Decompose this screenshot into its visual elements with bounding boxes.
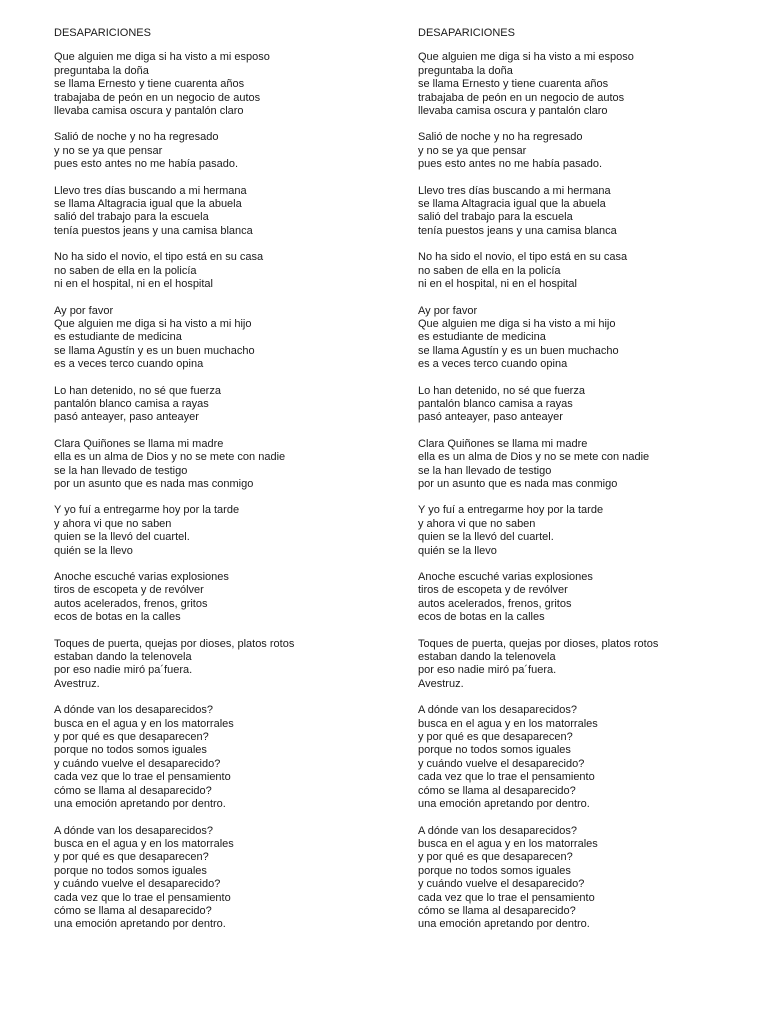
poem-line: cómo se llama al desaparecido?: [54, 784, 212, 797]
poem-line: no saben de ella en la policía: [54, 264, 197, 277]
stanza: [418, 638, 748, 692]
poem-line: es estudiante de medicina: [418, 331, 546, 344]
poem-line: llevaba camisa oscura y pantalón claro: [418, 105, 608, 118]
stanza: [54, 438, 384, 492]
poem-line: tenía puestos jeans y una camisa blanca: [54, 224, 253, 237]
poem-line: pues esto antes no me había pasado.: [54, 158, 239, 171]
stanza: [418, 504, 748, 558]
poem-line: pasó anteayer, paso anteayer: [54, 411, 199, 424]
poem-line: busca en el agua y en los matorrales: [418, 837, 598, 850]
poem-line: una emoción apretando por dentro.: [54, 798, 226, 811]
poem-line: tiros de escopeta y de revólver: [418, 584, 568, 597]
poem-line: pues esto antes no me había pasado.: [418, 158, 603, 171]
poem-line: Avestruz.: [54, 677, 100, 690]
poem-line: cada vez que lo trae el pensamiento: [418, 771, 595, 784]
poem-line: una emoción apretando por dentro.: [54, 918, 226, 931]
poem-line: y ahora vi que no saben: [418, 517, 536, 530]
poem-line: porque no todos somos iguales: [418, 864, 571, 877]
poem-line: trabajaba de peón en un negocio de autos: [418, 91, 625, 104]
poem-line: quien se la llevó del cuartel.: [418, 531, 554, 544]
poem-line: Que alguien me diga si ha visto a mi esposo: [54, 51, 270, 64]
poem-line: y ahora vi que no saben: [54, 517, 172, 530]
poem-line: estaban dando la telenovela: [418, 651, 556, 664]
poem-line: y no se ya que pensar: [54, 144, 163, 157]
poem-line: cómo se llama al desaparecido?: [418, 904, 576, 917]
poem-line: se llama Ernesto y tiene cuarenta años: [54, 78, 245, 91]
poem-line: No ha sido el novio, el tipo está en su casa: [54, 251, 264, 264]
poem-line: Avestruz.: [418, 677, 464, 690]
poem-line: Toques de puerta, quejas por dioses, platos rotos: [418, 637, 659, 650]
poem-line: preguntaba la doña: [54, 64, 149, 77]
poem-line: se llama Altagracia igual que la abuela: [54, 198, 242, 211]
poem-line: busca en el agua y en los matorrales: [418, 717, 598, 730]
poem-line: Ay por favor: [54, 304, 114, 317]
poem-line: por un asunto que es nada mas conmigo: [418, 477, 618, 490]
poem-title: DESAPARICIONES: [418, 27, 515, 39]
poem-line: preguntaba la doña: [418, 64, 513, 77]
stanza: [418, 305, 748, 372]
left-column: [54, 27, 384, 945]
poem-line: se llama Altagracia igual que la abuela: [418, 198, 606, 211]
poem-line: y por qué es que desaparecen?: [54, 731, 209, 744]
poem-line: ella es un alma de Dios y no se mete con nadie: [54, 451, 286, 464]
poem-line: ni en el hospital, ni en el hospital: [54, 278, 213, 291]
poem-line: A dónde van los desaparecidos?: [418, 704, 578, 717]
poem-line: busca en el agua y en los matorrales: [54, 717, 234, 730]
poem-line: cómo se llama al desaparecido?: [418, 784, 576, 797]
poem-line: quién se la llevo: [54, 544, 133, 557]
stanza: [418, 571, 748, 625]
poem-line: Clara Quiñones se llama mi madre: [54, 437, 224, 450]
poem-line: se llama Ernesto y tiene cuarenta años: [418, 78, 609, 91]
stanza: [54, 185, 384, 239]
poem-line: cada vez que lo trae el pensamiento: [54, 771, 231, 784]
poem-line: Salió de noche y no ha regresado: [54, 131, 219, 144]
stanza-list: [54, 51, 384, 931]
poem-line: una emoción apretando por dentro.: [418, 798, 590, 811]
poem-line: y cuándo vuelve el desaparecido?: [54, 757, 221, 770]
poem-line: y cuándo vuelve el desaparecido?: [54, 878, 221, 891]
poem-line: pantalón blanco camisa a rayas: [418, 397, 573, 410]
stanza: [54, 51, 384, 118]
poem-line: autos acelerados, frenos, gritos: [54, 597, 208, 610]
poem-line: Que alguien me diga si ha visto a mi esposo: [418, 51, 634, 64]
poem-line: Ay por favor: [418, 304, 478, 317]
poem-line: no saben de ella en la policía: [418, 264, 561, 277]
poem-line: y por qué es que desaparecen?: [418, 851, 573, 864]
poem-line: por eso nadie miró pa´fuera.: [418, 664, 557, 677]
poem-line: cada vez que lo trae el pensamiento: [54, 891, 231, 904]
stanza: [54, 825, 384, 932]
poem-line: es estudiante de medicina: [54, 331, 182, 344]
stanza: [418, 51, 748, 118]
stanza: [54, 638, 384, 692]
poem-line: Y yo fuí a entregarme hoy por la tarde: [418, 504, 604, 517]
right-column: [418, 27, 748, 945]
poem-line: Lo han detenido, no sé que fuerza: [418, 384, 585, 397]
poem-line: porque no todos somos iguales: [54, 744, 207, 757]
poem-line: A dónde van los desaparecidos?: [54, 704, 214, 717]
poem-line: por eso nadie miró pa´fuera.: [54, 664, 193, 677]
poem-line: Lo han detenido, no sé que fuerza: [54, 384, 221, 397]
poem-line: pantalón blanco camisa a rayas: [54, 397, 209, 410]
poem-line: y cuándo vuelve el desaparecido?: [418, 878, 585, 891]
stanza: [54, 385, 384, 425]
poem-line: pasó anteayer, paso anteayer: [418, 411, 563, 424]
poem-line: estaban dando la telenovela: [54, 651, 192, 664]
poem-line: es a veces terco cuando opina: [418, 358, 568, 371]
poem-line: cómo se llama al desaparecido?: [54, 904, 212, 917]
poem-line: y por qué es que desaparecen?: [54, 851, 209, 864]
poem-line: se la han llevado de testigo: [54, 464, 188, 477]
stanza: [418, 385, 748, 425]
stanza: [54, 131, 384, 171]
poem-line: cada vez que lo trae el pensamiento: [418, 891, 595, 904]
poem-line: salió del trabajo para la escuela: [54, 211, 209, 224]
poem-line: se llama Agustín y es un buen muchacho: [54, 344, 255, 357]
poem-line: Llevo tres días buscando a mi hermana: [418, 184, 611, 197]
stanza: [418, 825, 748, 932]
poem-line: ella es un alma de Dios y no se mete con nadie: [418, 451, 650, 464]
poem-line: A dónde van los desaparecidos?: [418, 824, 578, 837]
stanza: [418, 438, 748, 492]
poem-line: Y yo fuí a entregarme hoy por la tarde: [54, 504, 240, 517]
poem-line: A dónde van los desaparecidos?: [54, 824, 214, 837]
poem-line: Llevo tres días buscando a mi hermana: [54, 184, 247, 197]
poem-line: se la han llevado de testigo: [418, 464, 552, 477]
poem-line: No ha sido el novio, el tipo está en su casa: [418, 251, 628, 264]
poem-line: porque no todos somos iguales: [54, 864, 207, 877]
poem-line: Clara Quiñones se llama mi madre: [418, 437, 588, 450]
poem-line: Toques de puerta, quejas por dioses, platos rotos: [54, 637, 295, 650]
stanza: [418, 185, 748, 239]
poem-line: y por qué es que desaparecen?: [418, 731, 573, 744]
poem-line: Que alguien me diga si ha visto a mi hijo: [418, 317, 616, 330]
poem-line: Anoche escuché varias explosiones: [418, 571, 593, 583]
stanza: [54, 251, 384, 291]
poem-line: y no se ya que pensar: [418, 144, 527, 157]
poem-line: Anoche escuché varias explosiones: [54, 571, 229, 583]
poem-line: Salió de noche y no ha regresado: [418, 131, 583, 144]
stanza: [418, 131, 748, 171]
poem-line: ni en el hospital, ni en el hospital: [418, 278, 577, 291]
stanza: [418, 251, 748, 291]
poem-line: tiros de escopeta y de revólver: [54, 584, 204, 597]
poem-line: es a veces terco cuando opina: [54, 358, 204, 371]
poem-line: ecos de botas en la calles: [418, 611, 545, 624]
poem-line: llevaba camisa oscura y pantalón claro: [54, 105, 244, 118]
poem-line: Que alguien me diga si ha visto a mi hijo: [54, 317, 252, 330]
poem-line: tenía puestos jeans y una camisa blanca: [418, 224, 617, 237]
stanza: [54, 504, 384, 558]
poem-line: por un asunto que es nada mas conmigo: [54, 477, 254, 490]
poem-line: trabajaba de peón en un negocio de autos: [54, 91, 261, 104]
poem-line: ecos de botas en la calles: [54, 611, 181, 624]
poem-line: porque no todos somos iguales: [418, 744, 571, 757]
poem-line: quien se la llevó del cuartel.: [54, 531, 190, 544]
poem-line: una emoción apretando por dentro.: [418, 918, 590, 931]
poem-line: se llama Agustín y es un buen muchacho: [418, 344, 619, 357]
poem-line: y cuándo vuelve el desaparecido?: [418, 757, 585, 770]
stanza: [54, 571, 384, 625]
poem-line: salió del trabajo para la escuela: [418, 211, 573, 224]
poem-line: quién se la llevo: [418, 544, 497, 557]
poem-line: autos acelerados, frenos, gritos: [418, 597, 572, 610]
poem-line: busca en el agua y en los matorrales: [54, 837, 234, 850]
stanza: [54, 305, 384, 372]
stanza-list: [418, 51, 748, 931]
stanza: [418, 704, 748, 811]
poem-title: DESAPARICIONES: [54, 27, 151, 39]
stanza: [54, 704, 384, 811]
